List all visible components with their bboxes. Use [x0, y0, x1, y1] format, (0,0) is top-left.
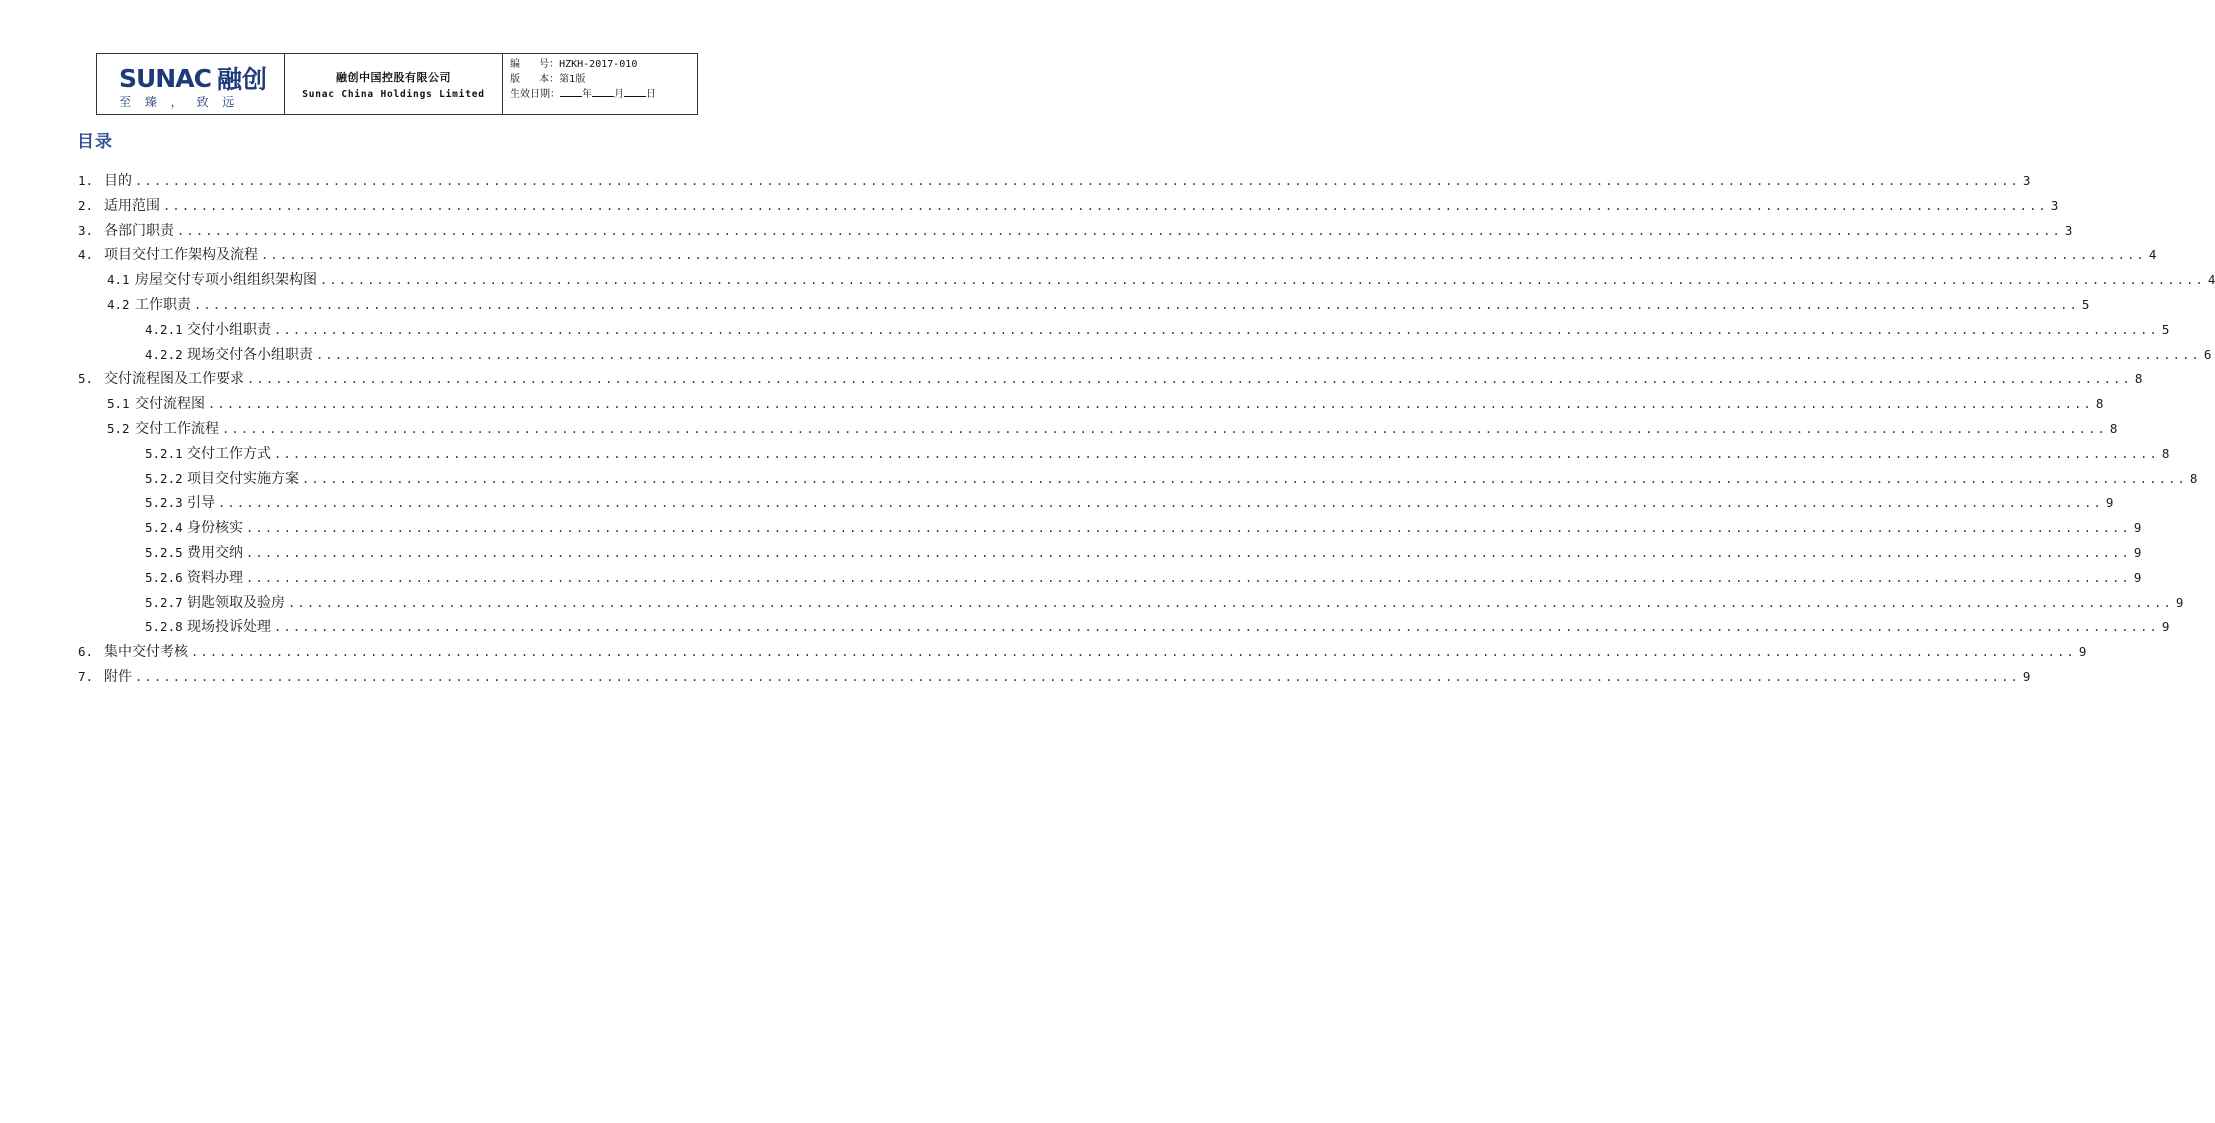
- company-name-en: Sunac China Holdings Limited: [302, 88, 485, 100]
- toc-entry-number: 6.: [78, 644, 94, 660]
- toc-entry-page: 9: [2133, 520, 2142, 536]
- document-version-row: [510, 73, 697, 88]
- toc-entry-number: 4.1: [107, 272, 130, 288]
- toc-entry-text: 身份核实: [187, 520, 243, 537]
- toc-leader-dots: ........................................................................................................................................................................................................: [163, 198, 2048, 213]
- toc-entry[interactable]: [78, 196, 2059, 216]
- toc-entry-number: 4.: [78, 247, 94, 263]
- toc-entry[interactable]: [145, 593, 2184, 613]
- toc-leader-dots: ........................................................................................................................................................................................................: [246, 570, 2131, 585]
- toc-leader-dots: ........................................................................................................................................................................................................: [320, 273, 2205, 288]
- toc-leader-dots: ........................................................................................................................................................................................................: [135, 670, 2020, 684]
- toc-entry-page: 6: [2203, 346, 2212, 362]
- toc-entry-text: 交付流程图: [135, 396, 205, 413]
- effective-date-label: 生效日期：: [510, 89, 560, 100]
- day-blank: [624, 87, 646, 97]
- toc-entry[interactable]: [145, 543, 2142, 563]
- toc-entry-text: 适用范围: [104, 197, 160, 214]
- toc-leader-dots: ........................................................................................................................................................................................................: [274, 446, 2159, 461]
- toc-leader-dots: ........................................................................................................................................................................................................: [316, 347, 2201, 362]
- toc-entry-text: 交付流程图及工作要求: [104, 371, 244, 388]
- toc-entry-text: 现场交付各小组职责: [187, 346, 313, 363]
- toc-entry-number: 7.: [78, 669, 94, 684]
- toc-entry-text: 目的: [104, 173, 132, 189]
- toc-entry-page: 8: [2189, 470, 2198, 486]
- toc-entry[interactable]: [145, 469, 2198, 489]
- toc-entry-text: 项目交付工作架构及流程: [104, 247, 258, 264]
- toc-entry-page: 9: [2133, 545, 2142, 560]
- toc-entry-page: 5: [2081, 297, 2090, 312]
- toc-entry-number: 5.2.6: [145, 569, 183, 585]
- document-header-table: [96, 53, 698, 115]
- document-version-label: 版 本：: [510, 73, 560, 85]
- toc-entry-page: 8: [2109, 421, 2118, 436]
- toc-leader-dots: ........................................................................................................................................................................................................: [246, 521, 2131, 536]
- toc-entry-number: 5.2.4: [145, 520, 183, 536]
- toc-entry-text: 交付工作方式: [187, 445, 271, 462]
- document-code-row: [510, 58, 697, 73]
- toc-leader-dots: ........................................................................................................................................................................................................: [247, 372, 2132, 387]
- company-cell: [285, 54, 503, 114]
- toc-entry[interactable]: [145, 568, 2142, 588]
- toc-entry-page: 3: [2022, 173, 2031, 188]
- toc-entry-page: 8: [2095, 396, 2104, 412]
- toc-entry[interactable]: [78, 245, 2157, 265]
- toc-entry-number: 5.2: [107, 421, 130, 436]
- toc-entry-number: 5.2.5: [145, 545, 183, 560]
- toc-leader-dots: ........................................................................................................................................................................................................: [261, 248, 2146, 263]
- toc-entry-text: 集中交付考核: [104, 644, 188, 661]
- toc-title: 目录: [77, 132, 113, 152]
- toc-entry[interactable]: [78, 667, 2031, 687]
- toc-entry-page: 9: [2105, 495, 2114, 511]
- logo-brand-cn: 融创: [217, 65, 268, 94]
- sunac-logo-icon: [119, 63, 269, 94]
- document-code-label: 编 号：: [510, 59, 560, 70]
- toc-leader-dots: ........................................................................................................................................................................................................: [135, 174, 2020, 188]
- toc-entry-number: 4.2: [107, 297, 130, 312]
- toc-leader-dots: ........................................................................................................................................................................................................: [218, 496, 2103, 511]
- toc-entry[interactable]: [78, 642, 2087, 662]
- logo-brand-en: SUNAC: [119, 64, 211, 93]
- day-label: 日: [646, 89, 656, 100]
- toc-entry[interactable]: [107, 419, 2118, 439]
- toc-entry-number: 5.1: [107, 396, 130, 412]
- company-name-cn: 融创中国控股有限公司: [336, 70, 451, 84]
- toc-entry-number: 2.: [78, 197, 94, 213]
- toc-entry-number: 5.: [78, 371, 94, 387]
- document-version-value: 第1版: [559, 73, 586, 85]
- toc-entry-page: 9: [2175, 594, 2184, 610]
- toc-entry-text: 附件: [104, 669, 132, 685]
- toc-entry-text: 项目交付实施方案: [187, 470, 299, 487]
- toc-entry-page: 4: [2207, 272, 2215, 288]
- toc-entry-page: 8: [2161, 445, 2170, 461]
- toc-entry-number: 5.2.1: [145, 445, 183, 461]
- toc-entry-number: 5.2.8: [145, 619, 183, 635]
- toc-entry-page: 9: [2133, 569, 2142, 585]
- logo-cell: [97, 54, 285, 114]
- toc-entry[interactable]: [145, 518, 2142, 538]
- toc-entry-text: 交付小组职责: [187, 321, 271, 338]
- month-blank: [592, 87, 614, 97]
- toc-leader-dots: ........................................................................................................................................................................................................: [302, 471, 2187, 486]
- toc-entry-number: 4.2.2: [145, 346, 183, 362]
- toc-entry[interactable]: [78, 369, 2143, 389]
- toc-entry[interactable]: [145, 617, 2170, 637]
- toc-leader-dots: ........................................................................................................................................................................................................: [246, 546, 2131, 560]
- toc-entry[interactable]: [145, 320, 2170, 340]
- toc-entry-text: 房屋交付专项小组组织架构图: [135, 272, 317, 289]
- toc-entry-page: 3: [2064, 222, 2073, 238]
- toc-entry-number: 5.2.2: [145, 470, 183, 486]
- toc-entry-number: 3.: [78, 222, 94, 238]
- toc-leader-dots: ........................................................................................................................................................................................................: [288, 595, 2173, 610]
- year-blank: [560, 87, 582, 97]
- toc-entry-text: 费用交纳: [187, 545, 243, 561]
- toc-entry[interactable]: [107, 394, 2104, 414]
- toc-entry-text: 交付工作流程: [135, 421, 219, 437]
- toc-entry-page: 5: [2161, 321, 2170, 337]
- toc-entry[interactable]: [107, 295, 2090, 315]
- toc-entry-number: 5.2.7: [145, 594, 183, 610]
- toc-leader-dots: ........................................................................................................................................................................................................: [194, 298, 2079, 312]
- document-meta-cell: [503, 54, 697, 114]
- toc-entry-text: 资料办理: [187, 569, 243, 586]
- toc-entry-number: 4.2.1: [145, 321, 183, 337]
- toc-entry[interactable]: [145, 493, 2114, 513]
- toc-entry-number: 5.2.3: [145, 495, 183, 511]
- toc-entry-number: 1.: [78, 173, 94, 188]
- toc-entry-text: 引导: [187, 495, 215, 512]
- month-label: 月: [614, 89, 624, 100]
- document-code-value: HZKH-2017-010: [559, 59, 638, 70]
- effective-date-row: [510, 87, 697, 103]
- toc-entry-page: 3: [2050, 197, 2059, 213]
- toc-leader-dots: ........................................................................................................................................................................................................: [274, 620, 2159, 635]
- toc-entry-page: 9: [2078, 644, 2087, 660]
- toc-entry-text: 钥匙领取及验房: [187, 594, 285, 611]
- toc-entry[interactable]: [145, 345, 2212, 365]
- toc-entry-text: 各部门职责: [104, 222, 174, 239]
- toc-leader-dots: ........................................................................................................................................................................................................: [191, 645, 2076, 660]
- toc-entry[interactable]: [145, 444, 2170, 464]
- toc-entry-page: 9: [2022, 669, 2031, 684]
- toc-entry-text: 现场投诉处理: [187, 619, 271, 636]
- toc-leader-dots: ........................................................................................................................................................................................................: [208, 397, 2093, 412]
- toc-entry[interactable]: [78, 171, 2031, 191]
- logo-slogan: 至 臻 ， 致 远: [119, 95, 240, 109]
- toc-entry-page: 9: [2161, 619, 2170, 635]
- toc-entry-text: 工作职责: [135, 297, 191, 313]
- toc-leader-dots: ........................................................................................................................................................................................................: [177, 223, 2062, 238]
- year-label: 年: [582, 89, 592, 100]
- toc-leader-dots: ........................................................................................................................................................................................................: [274, 322, 2159, 337]
- toc-entry-page: 8: [2134, 371, 2143, 387]
- toc-leader-dots: ........................................................................................................................................................................................................: [222, 422, 2107, 436]
- toc-entry-page: 4: [2148, 247, 2157, 263]
- toc-entry[interactable]: [78, 221, 2073, 241]
- toc-entry[interactable]: [107, 270, 2215, 290]
